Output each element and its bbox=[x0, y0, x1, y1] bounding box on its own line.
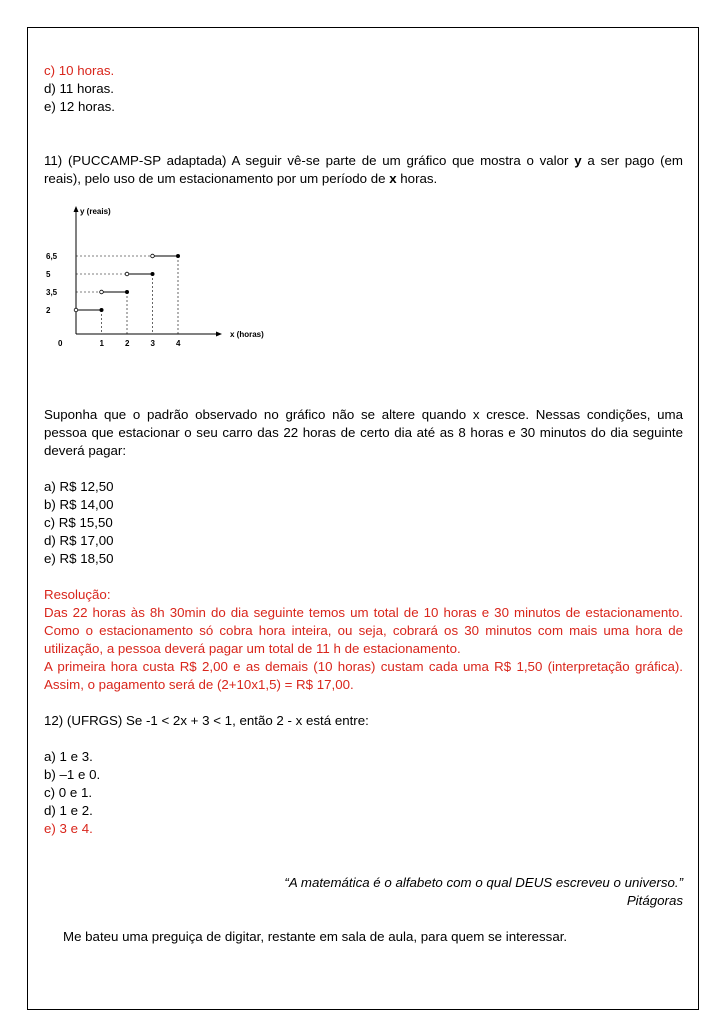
resolution-paragraph: Das 22 horas às 8h 30min do dia seguinte temos um total de 10 horas e 30 minutos de estacionamento. Como o estacionamento só cobra hora inteira, ou seja, cobrará os 30 minutos com mais uma hora de utilização, a pessoa deverá pagar um total de 11 h de estacionamento. bbox=[44, 605, 683, 656]
open-endpoint bbox=[100, 290, 104, 294]
x-axis-arrow bbox=[216, 332, 222, 337]
option-line: a) 1 e 3. bbox=[44, 749, 93, 764]
option-line: d) 1 e 2. bbox=[44, 803, 93, 818]
option-line: e) 3 e 4. bbox=[44, 821, 93, 836]
quote-author: Pitágoras bbox=[626, 893, 683, 908]
x-tick-label: 3 bbox=[150, 339, 155, 348]
closed-endpoint bbox=[100, 308, 104, 312]
step-chart bbox=[34, 204, 274, 354]
closed-endpoint bbox=[176, 254, 180, 258]
x-tick-label: 1 bbox=[99, 339, 104, 348]
open-endpoint bbox=[125, 272, 129, 276]
resolution-paragraph: A primeira hora custa R$ 2,00 e as demais (10 horas) custam cada uma R$ 1,50 (interpretação gráfica). Assim, o pagamento será de (2+10x1,5) = R$ 17,00. bbox=[44, 659, 683, 692]
option-line: e) 12 horas. bbox=[44, 99, 115, 114]
open-endpoint bbox=[151, 254, 155, 258]
q11-question: Suponha que o padrão observado no gráfico não se altere quando x cresce. Nessas condições, uma pessoa que estacionar o seu carro das 22 horas de certo dia até as 8 horas e 30 minutos do dia seguinte deverá pagar: bbox=[44, 407, 683, 458]
open-endpoint bbox=[74, 308, 78, 312]
closed-endpoint bbox=[151, 272, 155, 276]
option-line: d) R$ 17,00 bbox=[44, 533, 114, 548]
option-line: c) 10 horas. bbox=[44, 63, 115, 78]
y-axis-arrow bbox=[74, 206, 79, 212]
y-tick-label: 3,5 bbox=[46, 288, 58, 297]
x-tick-label: 0 bbox=[58, 339, 63, 348]
q12-statement: 12) (UFRGS) Se -1 < 2x + 3 < 1, então 2 - x está entre: bbox=[44, 713, 369, 728]
option-line: d) 11 horas. bbox=[44, 81, 114, 96]
content bbox=[44, 62, 683, 946]
option-line: c) 0 e 1. bbox=[44, 785, 93, 800]
y-tick-label: 6,5 bbox=[46, 252, 58, 261]
y-axis-label: y (reais) bbox=[80, 207, 111, 216]
previous-options-list bbox=[44, 62, 683, 116]
x-axis-label: x (horas) bbox=[230, 330, 264, 339]
option-line: e) R$ 18,50 bbox=[44, 551, 114, 566]
resolution-title: Resolução: bbox=[44, 587, 111, 602]
option-line: b) –1 e 0. bbox=[44, 767, 101, 782]
y-tick-label: 5 bbox=[46, 270, 51, 279]
q11-options-list bbox=[44, 478, 683, 568]
x-tick-label: 4 bbox=[176, 339, 181, 348]
x-tick-label: 2 bbox=[125, 339, 130, 348]
option-line: a) R$ 12,50 bbox=[44, 479, 114, 494]
y-tick-label: 2 bbox=[46, 306, 51, 315]
resolution-block bbox=[44, 586, 683, 694]
option-line: b) R$ 14,00 bbox=[44, 497, 114, 512]
page bbox=[27, 27, 699, 1010]
option-line: c) R$ 15,50 bbox=[44, 515, 113, 530]
quote-text: “A matemática é o alfabeto com o qual DEUS escreveu o universo.” bbox=[284, 875, 683, 890]
closed-endpoint bbox=[125, 290, 129, 294]
q12-options-list bbox=[44, 748, 683, 838]
footer-note: Me bateu uma preguiça de digitar, restante em sala de aula, para quem se interessar. bbox=[63, 929, 568, 944]
q11-intro: 11) (PUCCAMP-SP adaptada) A seguir vê-se parte de um gráfico que mostra o valor y a ser pago (em reais), pelo uso de um estacionamento por um período de x horas. bbox=[44, 153, 683, 186]
